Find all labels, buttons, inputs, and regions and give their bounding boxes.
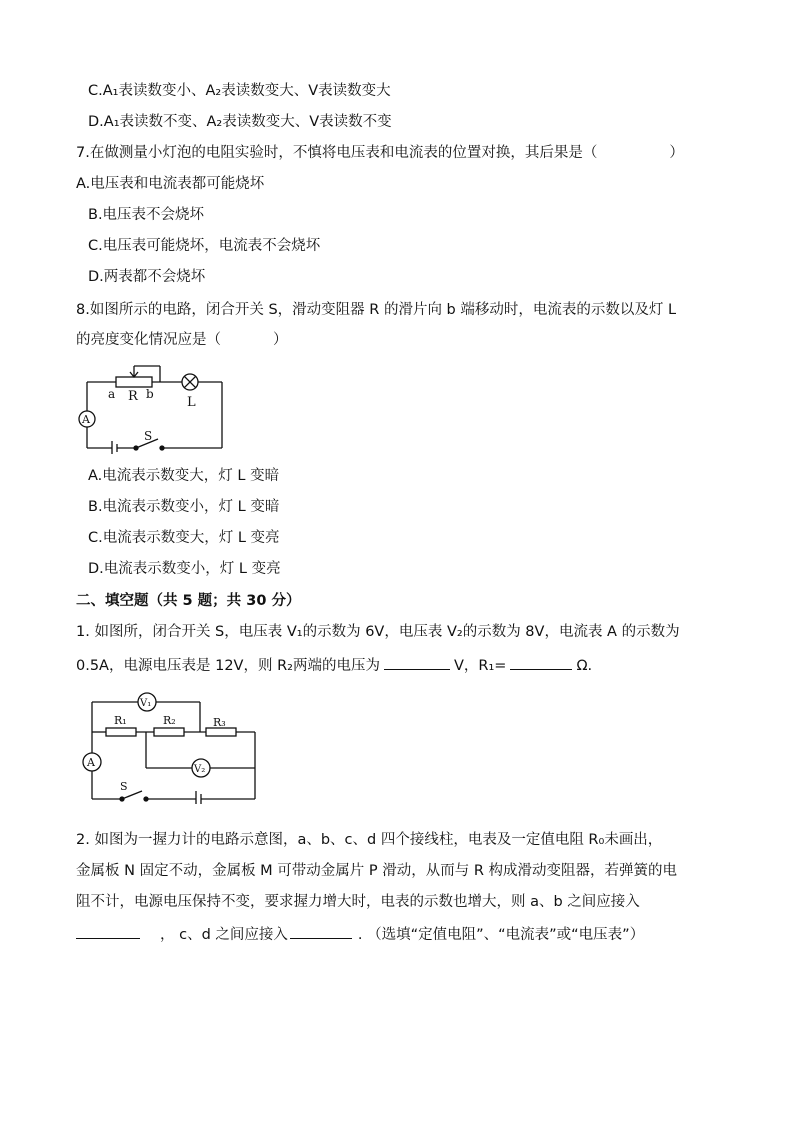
f2-line4	[76, 924, 644, 945]
q8-stem-line1: 8.如图所示的电路，闭合开关 S，滑动变阻器 R 的滑片向 b 端移动时，电流表的示数以及灯 L	[76, 302, 677, 318]
f1-text-c: Ω.	[576, 658, 593, 674]
q7-option-a: A.电压表和电流表都可能烧坏	[76, 176, 265, 192]
f1-text-a: 0.5A，电源电压表是 12V，则 R₂两端的电压为	[76, 658, 380, 674]
f1-r1-label: R₁	[114, 714, 127, 727]
q8-paren-close: ）	[273, 332, 288, 348]
q8-label-l: L	[187, 395, 196, 410]
q7-option-c: C.电压表可能烧坏，电流表不会烧坏	[88, 238, 321, 254]
f1-r2-label: R₂	[163, 714, 176, 727]
q8-stem-text: 的亮度变化情况应是（	[76, 332, 221, 348]
f2-line1: 2. 如图为一握力计的电路示意图，a、b、c、d 四个接线柱，电表及一定值电阻 R₀未画出，	[76, 832, 663, 848]
f1-ammeter-label: A	[87, 756, 95, 769]
f1-v2-label: V₂	[194, 764, 206, 775]
f2-line2: 金属板 N 固定不动，金属板 M 可带动金属片 P 滑动，从而与 R 构成滑动变阻器，若弹簧的电	[76, 863, 678, 879]
q8-option-a: A.电流表示数变大，灯 L 变暗	[88, 468, 280, 484]
f2-blank-cd[interactable]	[290, 924, 352, 939]
f1-r3-label: R₃	[213, 716, 226, 729]
q8-option-d: D.电流表示数变小，灯 L 变亮	[88, 561, 281, 577]
f1-circuit-diagram	[74, 690, 264, 804]
f2-text-b: . （选填“定值电阻”、“电流表”或“电压表”）	[357, 927, 645, 943]
q6-option-d: D.A₁表读数不变、A₂表读数变大、V表读数不变	[88, 114, 392, 130]
q8-label-s: S	[144, 429, 153, 443]
q8-label-a: a	[108, 387, 116, 401]
q8-label-r: R	[128, 389, 138, 404]
q8-option-c: C.电流表示数变大，灯 L 变亮	[88, 530, 280, 546]
q7-option-b: B.电压表不会烧坏	[88, 207, 205, 223]
f1-line1: 1. 如图所，闭合开关 S，电压表 V₁的示数为 6V，电压表 V₂的示数为 8V，电流表 A 的示数为	[76, 624, 680, 640]
q8-stem-line2	[76, 330, 288, 350]
q8-ammeter-label: A	[82, 413, 90, 426]
q8-circuit-diagram	[72, 360, 232, 454]
f2-blank-ab[interactable]	[76, 924, 140, 939]
q8-label-b: b	[146, 387, 154, 401]
f2-text-a: ， c、d 之间应接入	[160, 927, 288, 943]
q7-paren-close: ）	[669, 145, 684, 161]
f1-switch-label: S	[120, 780, 128, 793]
f1-blank-r2-voltage[interactable]	[384, 655, 450, 670]
q7-option-d: D.两表都不会烧坏	[88, 269, 206, 285]
f1-line2	[76, 655, 592, 676]
q7-stem	[76, 143, 684, 163]
f1-blank-r1[interactable]	[510, 655, 572, 670]
f1-text-b: V，R₁=	[453, 658, 507, 674]
q7-stem-text: 7.在做测量小灯泡的电阻实验时，不慎将电压表和电流表的位置对换，其后果是（	[76, 145, 598, 161]
q6-option-c: C.A₁表读数变小、A₂表读数变大、V表读数变大	[88, 83, 391, 99]
section-heading: 二、填空题（共 5 题；共 30 分）	[76, 593, 301, 609]
f2-line3: 阻不计，电源电压保持不变，要求握力增大时，电表的示数也增大，则 a、b 之间应接入	[76, 894, 640, 910]
f1-v1-label: V₁	[140, 698, 152, 709]
q8-option-b: B.电流表示数变小，灯 L 变暗	[88, 499, 280, 515]
